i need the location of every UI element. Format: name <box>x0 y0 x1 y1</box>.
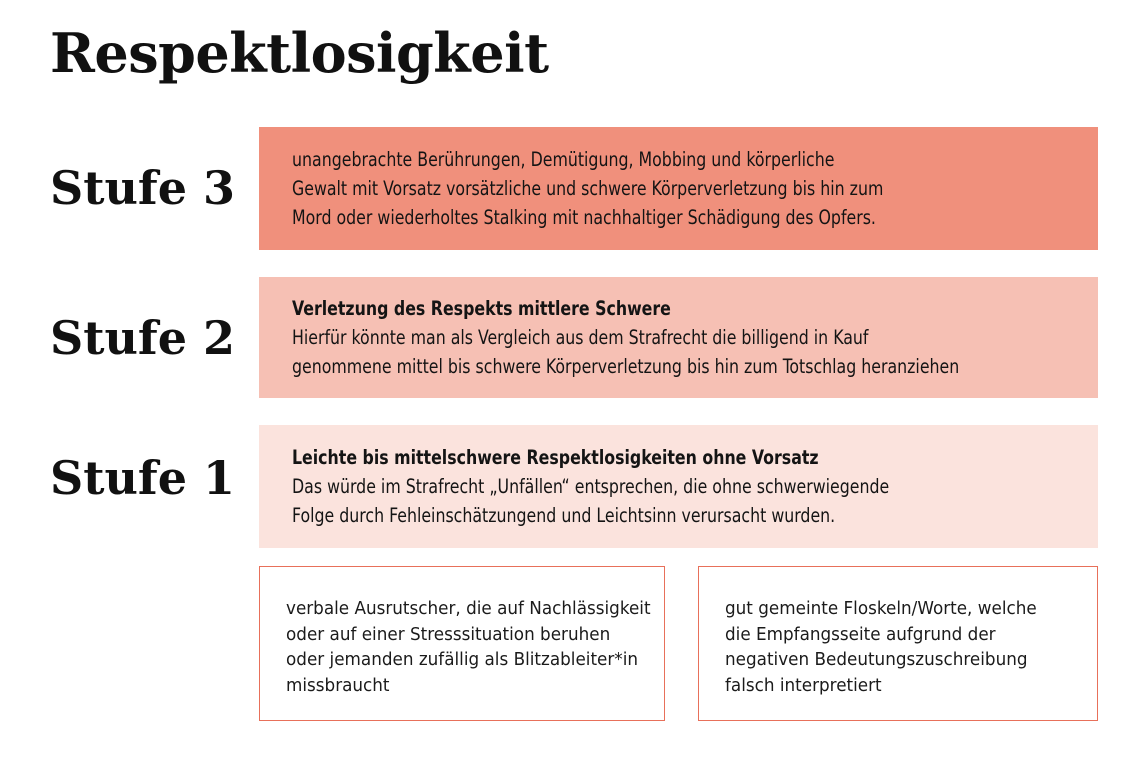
note-box-right <box>698 566 1098 721</box>
level-1-heading: Leichte bis mittelschwere Respektlosigkeiten ohne Vorsatz <box>292 446 819 469</box>
note-left-line-3: oder jemanden zufällig als Blitzableiter*in <box>286 650 639 670</box>
level-bar-stufe-2 <box>259 277 1098 398</box>
note-right-line-4: falsch interpretiert <box>725 675 882 696</box>
note-right-line-3: negativen Bedeutungszuschreibung <box>725 650 1028 670</box>
note-left-line-1: verbale Ausrutscher, die auf Nachlässigkeit <box>286 599 651 619</box>
level-bar-stufe-3 <box>259 127 1098 250</box>
level-2-heading: Verletzung des Respekts mittlere Schwere <box>292 297 671 320</box>
note-box-left <box>259 566 665 721</box>
page-title: Respektlosigkeit <box>50 21 549 85</box>
level-3-line-3: Mord oder wiederholtes Stalking mit nachhaltiger Schädigung des Opfers. <box>292 206 876 229</box>
note-left-line-2: oder auf einer Stresssituation beruhen <box>286 624 611 645</box>
level-bar-stufe-1 <box>259 425 1098 548</box>
level-3-line-2: Gewalt mit Vorsatz vorsätzliche und schwere Körperverletzung bis hin zum <box>292 177 884 200</box>
level-label-stufe-1: Stufe 1 <box>50 451 235 505</box>
level-1-line-1: Das würde im Strafrecht „Unfällen“ entsprechen, die ohne schwerwiegende <box>292 475 890 498</box>
level-label-stufe-2: Stufe 2 <box>50 311 235 365</box>
level-label-stufe-3: Stufe 3 <box>50 161 235 215</box>
note-right-line-1: gut gemeinte Floskeln/Worte, welche <box>725 599 1037 619</box>
level-1-line-2: Folge durch Fehleinschätzungend und Leichtsinn verursacht wurden. <box>292 504 836 527</box>
level-2-line-2: genommene mittel bis schwere Körperverletzung bis hin zum Totschlag heranziehen <box>292 355 960 378</box>
note-left-line-4: missbraucht <box>286 675 390 696</box>
note-right-line-2: die Empfangsseite aufgrund der <box>725 624 996 645</box>
level-3-line-1: unangebrachte Berührungen, Demütigung, Mobbing und körperliche <box>292 148 835 171</box>
level-2-line-1: Hierfür könnte man als Vergleich aus dem Strafrecht die billigend in Kauf <box>292 326 869 349</box>
